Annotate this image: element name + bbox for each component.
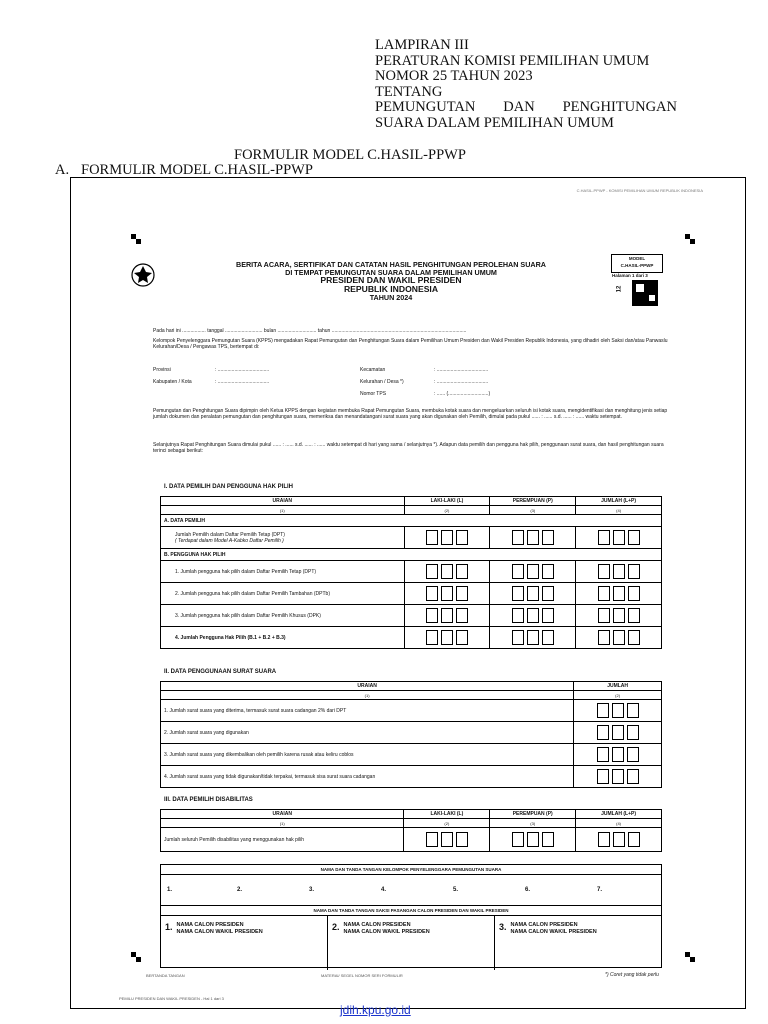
model-box (611, 254, 663, 273)
digit-cell[interactable] (574, 722, 662, 744)
digit-cell[interactable] (576, 627, 662, 649)
col-header: LAKI-LAKI (L) (404, 810, 490, 819)
col-num: (2) (404, 819, 490, 828)
corner-mark-icon (685, 952, 695, 962)
loc-label: Provinsi (153, 367, 171, 373)
loc-value: : ...... (.............................) (434, 391, 491, 397)
footer-left: BERTANDA TANGAN (146, 973, 185, 978)
table-row-label: 3. Jumlah pengguna hak pilih dalam Daftar Pemilih Khusus (DPK) (161, 605, 405, 627)
pasangan-line: NAMA CALON WAKIL PRESIDEN (343, 929, 430, 935)
table-row-label: Jumlah seluruh Pemilih disabilitas yang menggunakan hak pilih (161, 828, 404, 852)
table-row-label: 2. Jumlah surat suara yang digunakan (161, 722, 574, 744)
loc-value: : ..................................... (434, 367, 489, 373)
col-header: LAKI-LAKI (L) (404, 497, 490, 506)
col-num: (2) (404, 506, 490, 515)
berita-acara-title (231, 261, 551, 302)
section-a-letter: A. (55, 162, 70, 178)
saksi-title: NAMA DAN TANDA TANGAN SAKSI PASANGAN CALON PRESIDEN DAN WAKIL PRESIDEN (161, 905, 661, 916)
col-num: (1) (161, 819, 404, 828)
digit-cell[interactable] (404, 627, 490, 649)
signature-block (160, 864, 662, 968)
judul-line-2: SUARA DALAM PEMILIHAN UMUM (375, 114, 614, 131)
signature-slot[interactable]: 1. (167, 887, 173, 893)
form-image-frame (70, 177, 746, 1009)
title-line: BERITA ACARA, SERTIFIKAT DAN CATATAN HASIL PENGHITUNGAN PEROLEHAN SUARA (236, 260, 546, 269)
col-num: (4) (576, 819, 662, 828)
digit-cell[interactable] (576, 527, 662, 549)
judul-word: DAN (503, 99, 535, 115)
footer-mid: MATERAI/ SEGEL NOMOR SERI FORMULIR (321, 973, 403, 978)
col-header: JUMLAH (574, 682, 662, 691)
corner-mark-icon (131, 234, 141, 244)
pasangan-line: NAMA CALON PRESIDEN (176, 922, 244, 928)
loc-value: : ..................................... (215, 379, 270, 385)
table-row-label: 1. Jumlah surat suara yang diterima, termasuk surat suara cadangan 2% dari DPT (161, 700, 574, 722)
nomor-label: NOMOR 25 TAHUN 2023 (375, 68, 533, 84)
loc-kabupaten (153, 379, 269, 385)
col-header: JUMLAH (L+P) (576, 810, 662, 819)
judul-word: PENGHITUNGAN (562, 99, 677, 115)
intro-paragraph: Kelompok Penyelenggara Pemungutan Suara (KPPS) mengadakan Rapat Pemungutan dan Penghitungan Suara dalam Pemilihan Umum Presiden dan Wakil Presiden Republik Indonesia, yang dihadiri oleh Saksi dan/atau Panwaslu Kelurahan/Desa / Pengawas TPS, bertempat di: (153, 338, 668, 350)
paragraph-2: Pemungutan dan Penghitungan Suara dipimpin oleh Ketua KPPS dengan kegiatan membuka Rapat Pemungutan Suara, membuka kotak suara dan mengeluarkan seluruh isi kotak suara, mengidentifikasi dan menghitung jenis setiap jumlah dokumen dan peralatan pemungutan dan penghitungan suara, memeriksa dan menandatangani surat suara yang akan digunakan oleh Pemilih, dimulai pada pukul ...... : ...... s.d. ...... : ...... waktu setempat. (153, 408, 668, 420)
title-big: PRESIDEN DAN WAKIL PRESIDEN (320, 275, 462, 286)
signature-slot[interactable]: 5. (453, 887, 459, 893)
title-year: TAHUN 2024 (369, 293, 413, 303)
tentang-label: TENTANG (375, 83, 443, 100)
pasangan-number: 2. (332, 922, 340, 932)
pasangan-line: NAMA CALON PRESIDEN (510, 922, 578, 928)
col-header: URAIAN (161, 682, 574, 691)
loc-label: Nomor TPS (360, 391, 387, 397)
title-country: REPUBLIK INDONESIA (343, 284, 439, 295)
judul-word: PEMUNGUTAN (375, 99, 476, 115)
footer-note: *) Coret yang tidak perlu (605, 972, 659, 978)
pasangan-number: 3. (499, 922, 507, 932)
saksi-signature-row (161, 916, 661, 970)
peraturan-label: PERATURAN KOMISI PEMILIHAN UMUM (375, 52, 650, 69)
intro-line: Pada hari ini ................. tanggal ........................... bulan ............................ tahun ................................................................................................. (153, 328, 467, 334)
digit-cell[interactable] (490, 605, 576, 627)
digit-cell[interactable] (576, 561, 662, 583)
digit-cell[interactable] (574, 700, 662, 722)
digit-cell[interactable] (576, 605, 662, 627)
title-line: DI TEMPAT PEMUNGUTAN SUARA DALAM PEMILIHAN UMUM (285, 267, 497, 277)
col-num: (4) (576, 506, 662, 515)
digit-cell[interactable] (404, 605, 490, 627)
qr-code-icon (632, 280, 658, 306)
section-1-title: I. DATA PEMILIH DAN PENGGUNA HAK PILIH (164, 484, 293, 490)
section-3-title: III. DATA PEMILIH DISABILITAS (164, 797, 253, 803)
judul-line-1 (375, 100, 677, 116)
digit-cell[interactable] (490, 828, 576, 852)
model-label: MODEL (628, 256, 646, 261)
signature-slot[interactable]: 2. (237, 887, 243, 893)
table-row-label: 1. Jumlah pengguna hak pilih dalam Daftar Pemilih Tetap (DPT) (161, 561, 405, 583)
signature-slot[interactable]: 4. (381, 887, 387, 893)
signature-slot[interactable]: 7. (597, 887, 603, 893)
digit-cell[interactable] (490, 583, 576, 605)
col-header: URAIAN (161, 810, 404, 819)
digit-cell[interactable] (490, 561, 576, 583)
corner-mark-icon (685, 234, 695, 244)
section-2-title: II. DATA PENGGUNAAN SURAT SUARA (164, 669, 277, 675)
row-subtext: ( Terdapat dalam Model A-Kabko Daftar Pemilih ) (175, 537, 284, 544)
section-a-label: FORMULIR MODEL C.HASIL-PPWP (81, 162, 313, 178)
corner-mark-icon (131, 952, 141, 962)
pasangan-slot[interactable] (328, 916, 495, 970)
group-label: A. DATA PEMILIH (161, 515, 662, 527)
section-3-table (160, 809, 662, 852)
table-row-label: 4. Jumlah surat suara yang tidak digunakan/tidak terpakai, termasuk sisa surat suara cadangan (161, 766, 574, 788)
table-row-label (161, 527, 405, 549)
loc-label: Kabupaten / Kota (153, 379, 192, 385)
pasangan-slot[interactable] (161, 916, 328, 970)
loc-label: Kelurahan / Desa *) (360, 379, 404, 385)
pasangan-number: 1. (165, 922, 173, 932)
digit-cell[interactable] (404, 583, 490, 605)
group-label: B. PENGGUNA HAK PILIH (161, 549, 662, 561)
form-title: FORMULIR MODEL C.HASIL-PPWP (234, 147, 466, 163)
col-header: URAIAN (161, 497, 405, 506)
pasangan-slot[interactable] (495, 916, 661, 970)
jdih-link[interactable]: jdih.kpu.go.id (340, 1003, 411, 1017)
digit-cell[interactable] (574, 766, 662, 788)
kpu-logo-icon (130, 263, 156, 287)
footer-bottom: PEMILU PRESIDEN DAN WAKIL PRESIDEN - Hal 1 dari 3 (119, 996, 224, 1001)
lampiran-label: LAMPIRAN III (375, 37, 469, 53)
col-header: JUMLAH (L+P) (576, 497, 662, 506)
model-code: C.HASIL-PPWP (620, 263, 654, 268)
digit-cell[interactable] (404, 828, 490, 852)
digit-cell[interactable] (574, 744, 662, 766)
col-num: (3) (490, 506, 576, 515)
col-num: (1) (161, 691, 574, 700)
col-header: PEREMPUAN (P) (490, 497, 576, 506)
pasangan-line: NAMA CALON PRESIDEN (343, 922, 411, 928)
sheet-top-ref: C.HASIL-PPWP - KOMISI PEMILIHAN UMUM REPUBLIK INDONESIA (576, 188, 703, 193)
digit-cell[interactable] (404, 561, 490, 583)
col-num: (3) (490, 819, 576, 828)
digit-cell[interactable] (576, 828, 662, 852)
digit-cell[interactable] (404, 527, 490, 549)
section-1-table (160, 496, 662, 649)
pasangan-line: NAMA CALON WAKIL PRESIDEN (176, 929, 263, 935)
col-num: (2) (574, 691, 662, 700)
table-row-label: 4. Jumlah Pengguna Hak Pilih (B.1 + B.2 + B.3) (161, 627, 405, 649)
digit-cell[interactable] (490, 627, 576, 649)
loc-value: : ..................................... (215, 367, 270, 373)
loc-kelurahan (360, 379, 488, 385)
table-row-label: 3. Jumlah surat suara yang dikembalikan oleh pemilih karena rusak atau keliru coblos (161, 744, 574, 766)
loc-value: : ..................................... (434, 379, 489, 385)
loc-label: Kecamatan (360, 367, 386, 373)
pasangan-line: NAMA CALON WAKIL PRESIDEN (510, 929, 597, 935)
col-num: (1) (161, 506, 405, 515)
loc-kecamatan (360, 367, 488, 373)
halaman-label: Halaman 1 dari 3 (612, 273, 648, 278)
signature-slot[interactable]: 3. (309, 887, 315, 893)
row-text: Jumlah Pemilih dalam Daftar Pemilih Tetap (DPT) (175, 531, 285, 538)
paragraph-3: Selanjutnya Rapat Penghitungan Suara dimulai pukul ...... : ...... s.d. ...... : ...... waktu setempat di hari yang sama / selanjutnya *). Adapun data pemilih dan pengguna hak pilih, penggunaan surat suara, dan hasil penghitungan suara terinci sebagai berikut: (153, 442, 664, 454)
qr-number: 12 (616, 285, 623, 293)
lampiran-header (375, 38, 677, 131)
col-header: PEREMPUAN (P) (490, 810, 576, 819)
digit-cell[interactable] (576, 583, 662, 605)
loc-provinsi (153, 367, 269, 373)
digit-cell[interactable] (490, 527, 576, 549)
kpps-signature-row (161, 875, 661, 905)
table-row-label: 2. Jumlah pengguna hak pilih dalam Daftar Pemilih Tambahan (DPTb) (161, 583, 405, 605)
section-2-table (160, 681, 662, 788)
kpps-title: NAMA DAN TANDA TANGAN KELOMPOK PENYELENGGARA PEMUNGUTAN SUARA (161, 865, 661, 875)
signature-slot[interactable]: 6. (525, 887, 531, 893)
loc-nomor-tps (360, 391, 490, 397)
